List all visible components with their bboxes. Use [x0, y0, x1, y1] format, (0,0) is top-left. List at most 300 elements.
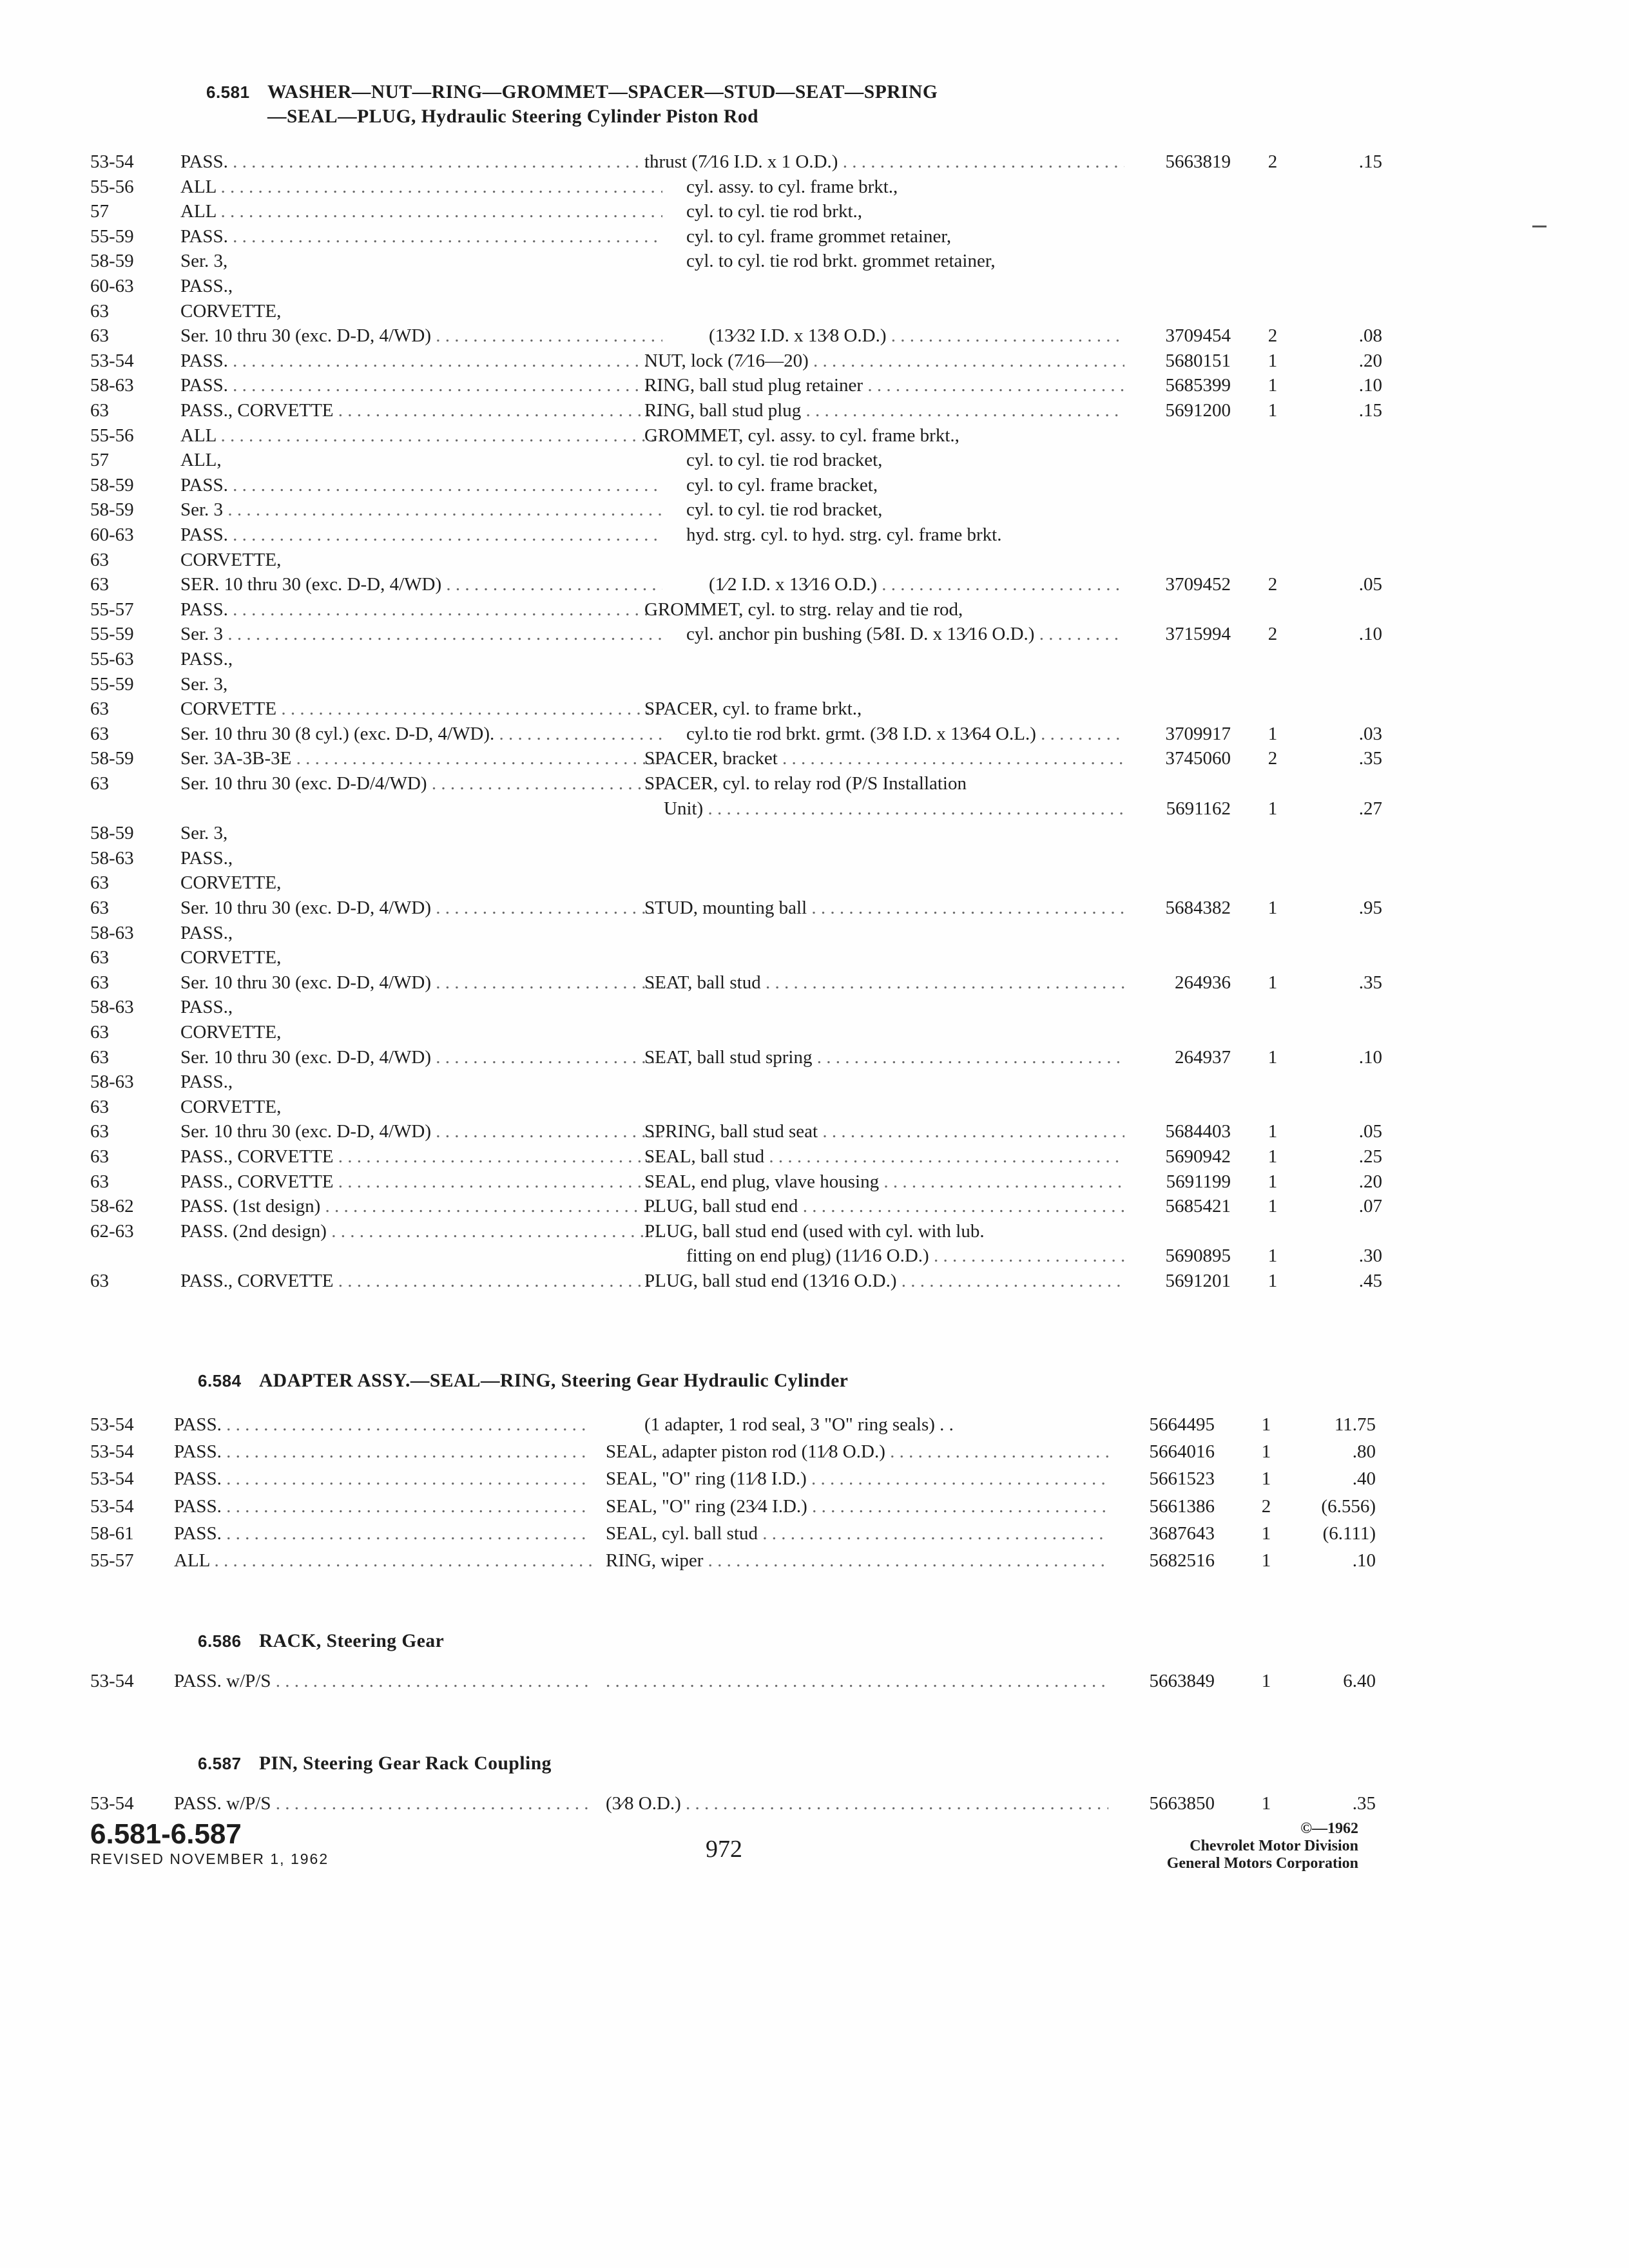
description-cell: fitting on end plug) (11⁄16 O.D.) . . . — [686, 1244, 1124, 1268]
description-cell: SEAL, ball stud . . . — [644, 1144, 1124, 1169]
year-cell: 63 — [90, 723, 109, 744]
year-cell: 63 — [90, 400, 109, 421]
model-cell: Ser. 10 thru 30 (exc. D-D, 4/WD) . . . — [180, 896, 662, 920]
section-number: 6.581 — [206, 82, 250, 102]
model-cell: Ser. 3A-3B-3E . . . — [180, 746, 662, 771]
year-cell: 63 — [90, 1121, 109, 1142]
description-cell: RING, ball stud plug . . . — [644, 398, 1124, 423]
description-cell: NUT, lock (7⁄16—20) . . . — [644, 349, 1124, 373]
description-cell: SPACER, cyl. to relay rod (P/S Installation — [644, 773, 967, 794]
year-cell: 63 — [90, 300, 109, 322]
table-row — [90, 697, 1411, 721]
price-cell: .40 — [1352, 1468, 1376, 1490]
model-cell: PASS. . . . — [180, 523, 662, 547]
price-cell: .10 — [1358, 1046, 1382, 1068]
year-cell: 58-63 — [90, 375, 134, 396]
description-cell: SEAL, end plug, vlave housing . . . — [644, 1169, 1124, 1194]
table-row — [90, 1219, 1411, 1244]
table-row — [90, 1194, 1411, 1218]
model-cell: Ser. 10 thru 30 (exc. D-D, 4/WD) . . . — [180, 323, 662, 348]
section-title-line1: WASHER—NUT—RING—GROMMET—SPACER—STUD—SEAT—SPRING — [267, 82, 938, 102]
quantity-cell: 1 — [1261, 1414, 1271, 1435]
quantity-cell: 1 — [1261, 1793, 1271, 1814]
model-cell: PASS. (2nd design) . . . — [180, 1219, 662, 1244]
part-number-cell: 5663819 — [1165, 151, 1231, 172]
section-number: 6.584 — [198, 1371, 242, 1390]
price-cell: .95 — [1358, 898, 1382, 918]
section-title-line1: RACK, Steering Gear — [259, 1631, 445, 1651]
price-cell: 6.40 — [1343, 1671, 1376, 1691]
price-cell: .35 — [1358, 748, 1382, 769]
year-cell: 63 — [90, 549, 109, 570]
quantity-cell: 1 — [1268, 1146, 1278, 1167]
part-number-cell: 5691200 — [1165, 400, 1231, 421]
model-cell: ALL . . . — [180, 423, 662, 448]
part-number-cell: 5691199 — [1166, 1171, 1231, 1192]
model-cell: SER. 10 thru 30 (exc. D-D, 4/WD) . . . — [180, 572, 662, 597]
table-row — [90, 199, 1411, 224]
description-cell: cyl. to cyl. tie rod brkt. grommet retainer, — [686, 251, 996, 272]
year-cell: 57 — [90, 450, 109, 471]
copyright: ©—1962 — [1300, 1820, 1358, 1837]
part-number-cell: 5682516 — [1149, 1550, 1215, 1571]
table-row — [90, 1521, 1411, 1546]
model-cell: PASS. (1st design) . . . — [180, 1194, 662, 1218]
year-cell: 63 — [90, 1271, 109, 1291]
table-row — [90, 1095, 1411, 1119]
table-row — [90, 349, 1411, 373]
part-number-cell: 5661523 — [1149, 1468, 1215, 1490]
quantity-cell: 1 — [1268, 972, 1278, 993]
table-row — [90, 249, 1411, 273]
page-number: 972 — [706, 1836, 742, 1863]
part-number-cell: 5661386 — [1149, 1495, 1215, 1517]
section-title-line2: —SEAL—PLUG, Hydraulic Steering Cylinder Piston Rod — [267, 106, 759, 127]
year-cell: 55-57 — [90, 1550, 134, 1571]
section-number: 6.586 — [198, 1631, 242, 1651]
description-cell: PLUG, ball stud end (used with cyl. with lub. — [644, 1220, 985, 1242]
table-row — [90, 647, 1411, 671]
year-cell: 55-57 — [90, 599, 134, 620]
model-cell: Ser. 10 thru 30 (8 cyl.) (exc. D-D, 4/WD). . . . — [180, 722, 662, 746]
quantity-cell: 1 — [1268, 798, 1278, 819]
year-cell: 55-56 — [90, 425, 134, 446]
model-cell: CORVETTE, — [180, 300, 282, 322]
year-cell: 58-59 — [90, 499, 134, 521]
section-number: 6.587 — [198, 1754, 242, 1773]
table-row — [90, 896, 1411, 920]
quantity-cell: 1 — [1268, 1196, 1278, 1217]
table-row — [90, 1439, 1411, 1464]
price-cell: .10 — [1358, 624, 1382, 645]
quantity-cell: 1 — [1261, 1441, 1271, 1463]
table-row — [90, 870, 1411, 895]
table-row — [90, 1466, 1411, 1491]
year-cell: 53-54 — [90, 1793, 134, 1814]
model-cell: PASS., CORVETTE . . . — [180, 1144, 662, 1169]
table-row — [90, 1269, 1411, 1293]
part-number-cell: 3709452 — [1165, 574, 1231, 595]
model-cell: PASS., — [180, 1072, 233, 1093]
table-row — [90, 373, 1411, 398]
quantity-cell: 2 — [1261, 1495, 1271, 1517]
year-cell: 57 — [90, 201, 109, 222]
price-cell: .80 — [1352, 1441, 1376, 1463]
part-number-cell: 3709917 — [1165, 723, 1231, 744]
model-cell: PASS., — [180, 649, 233, 669]
year-cell: 63 — [90, 872, 109, 894]
year-cell: 55-56 — [90, 176, 134, 197]
table-row — [90, 945, 1411, 970]
model-cell: PASS., CORVETTE . . . — [180, 1169, 662, 1194]
model-cell: PASS., — [180, 276, 233, 296]
table-row — [90, 771, 1411, 796]
year-cell: 53-54 — [90, 1414, 134, 1435]
quantity-cell: 1 — [1268, 1171, 1278, 1192]
year-cell: 63 — [90, 898, 109, 918]
price-cell: .35 — [1358, 972, 1382, 993]
table-row — [90, 597, 1411, 622]
description-cell: SEAL, "O" ring (11⁄8 I.D.) . . . — [606, 1466, 1108, 1491]
model-cell: PASS., CORVETTE . . . — [180, 1269, 662, 1293]
table-row — [90, 175, 1411, 199]
table-row — [90, 796, 1411, 821]
model-cell: Ser. 3 . . . — [180, 497, 662, 522]
price-cell: (6.111) — [1322, 1523, 1376, 1544]
section-heading-6584 — [198, 1369, 848, 1393]
model-cell: Ser. 3, — [180, 673, 228, 695]
quantity-cell: 1 — [1261, 1523, 1271, 1544]
division-name: Chevrolet Motor Division — [1190, 1838, 1358, 1854]
model-cell: Ser. 10 thru 30 (exc. D-D, 4/WD) . . . — [180, 970, 662, 995]
part-number-cell: 3709454 — [1165, 325, 1231, 347]
description-cell: (13⁄32 I.D. x 13⁄8 O.D.) . . . — [709, 323, 1124, 348]
model-cell: PASS. . . . — [174, 1439, 592, 1464]
table-row — [90, 1169, 1411, 1194]
part-number-cell: 5690942 — [1165, 1146, 1231, 1167]
year-cell: 53-54 — [90, 151, 134, 172]
price-cell: .10 — [1358, 375, 1382, 396]
table-row — [90, 572, 1411, 597]
table-row — [90, 1669, 1411, 1693]
quantity-cell: 1 — [1268, 1046, 1278, 1068]
part-number-cell: 5664016 — [1149, 1441, 1215, 1463]
part-number-cell: 5690895 — [1165, 1245, 1231, 1267]
table-row — [90, 1494, 1411, 1519]
part-number-cell: 5691201 — [1165, 1271, 1231, 1291]
model-cell: PASS. . . . — [180, 473, 662, 497]
description-cell: PLUG, ball stud end (13⁄16 O.D.) . . . — [644, 1269, 1124, 1293]
description-cell: RING, ball stud plug retainer . . . — [644, 373, 1124, 398]
model-cell: PASS. . . . — [174, 1521, 592, 1546]
table-row — [90, 1244, 1411, 1268]
year-cell: 63 — [90, 947, 109, 968]
price-cell: .20 — [1358, 1171, 1382, 1192]
description-cell: GROMMET, cyl. assy. to cyl. frame brkt., — [644, 425, 959, 446]
table-row — [90, 523, 1411, 547]
year-cell: 63 — [90, 1046, 109, 1068]
year-cell: 58-62 — [90, 1196, 134, 1217]
model-cell: CORVETTE, — [180, 1096, 282, 1117]
model-cell: Ser. 10 thru 30 (exc. D-D, 4/WD) . . . — [180, 1045, 662, 1070]
model-cell: PASS. . . . — [180, 373, 662, 398]
year-cell: 58-59 — [90, 474, 134, 495]
model-cell: PASS., — [180, 922, 233, 943]
description-cell: SEAL, cyl. ball stud . . . — [606, 1521, 1108, 1546]
model-cell: Ser. 3, — [180, 251, 228, 272]
model-cell: ALL . . . — [180, 199, 662, 224]
quantity-cell: 2 — [1268, 151, 1278, 172]
table-row — [90, 622, 1411, 646]
part-number-cell: 3687643 — [1149, 1523, 1215, 1544]
table-row — [90, 299, 1411, 323]
table-row — [90, 323, 1411, 348]
table-row — [90, 398, 1411, 423]
description-cell: (3⁄8 O.D.) . . . — [606, 1791, 1108, 1816]
section-heading-6581 — [206, 80, 938, 104]
model-cell: PASS. . . . — [180, 149, 662, 174]
year-cell: 53-54 — [90, 1671, 134, 1691]
table-row — [90, 1045, 1411, 1070]
section-heading-6581-cont — [267, 104, 758, 129]
description-cell: STUD, mounting ball . . . — [644, 896, 1124, 920]
description-cell: cyl. anchor pin bushing (5⁄8I. D. x 13⁄16 O.D.) . . . — [686, 622, 1124, 646]
year-cell: 63 — [90, 773, 109, 794]
part-number-cell: 264936 — [1175, 972, 1231, 993]
model-cell: CORVETTE, — [180, 947, 282, 968]
year-cell: 58-59 — [90, 748, 134, 769]
table-row — [90, 1791, 1411, 1816]
model-cell: Ser. 10 thru 30 (exc. D-D/4/WD) . . . — [180, 771, 662, 796]
table-row — [90, 1119, 1411, 1144]
description-cell: hyd. strg. cyl. to hyd. strg. cyl. frame brkt. — [686, 524, 1002, 545]
quantity-cell: 2 — [1268, 574, 1278, 595]
model-cell: ALL . . . — [174, 1548, 592, 1573]
year-cell: 55-59 — [90, 226, 134, 247]
description-cell: SPACER, bracket . . . — [644, 746, 1124, 771]
model-cell: PASS. . . . — [174, 1494, 592, 1519]
year-cell: 55-59 — [90, 624, 134, 645]
model-cell: CORVETTE . . . — [180, 697, 662, 721]
price-cell: .07 — [1358, 1196, 1382, 1217]
year-cell: 62-63 — [90, 1220, 134, 1242]
footer-section-range: 6.581-6.587 — [90, 1818, 242, 1850]
part-number-cell: 264937 — [1175, 1046, 1231, 1068]
price-cell: .45 — [1358, 1271, 1382, 1291]
quantity-cell: 1 — [1268, 898, 1278, 918]
price-cell: 11.75 — [1334, 1414, 1376, 1435]
footer-revised-date: REVISED NOVEMBER 1, 1962 — [90, 1850, 329, 1867]
year-cell: 63 — [90, 1096, 109, 1117]
price-cell: .03 — [1358, 723, 1382, 744]
description-cell: cyl. to cyl. frame grommet retainer, — [686, 226, 952, 247]
price-cell: (6.556) — [1321, 1495, 1376, 1517]
part-number-cell: 5680151 — [1165, 350, 1231, 371]
description-cell: GROMMET, cyl. to strg. relay and tie rod, — [644, 599, 963, 620]
section-heading-6586 — [198, 1629, 444, 1653]
price-cell: .20 — [1358, 350, 1382, 371]
price-cell: .27 — [1358, 798, 1382, 819]
price-cell: .10 — [1352, 1550, 1376, 1571]
description-cell: cyl.to tie rod brkt. grmt. (3⁄8 I.D. x 13⁄64 O.L.) . . . — [686, 722, 1124, 746]
part-number-cell: 3745060 — [1165, 748, 1231, 769]
table-row — [90, 1144, 1411, 1169]
year-cell: 63 — [90, 574, 109, 595]
description-cell: Unit) . . . — [664, 796, 1124, 821]
description-cell: (1 adapter, 1 rod seal, 3 "O" ring seals) . . — [644, 1414, 954, 1435]
year-cell: 58-63 — [90, 997, 134, 1018]
model-cell: ALL . . . — [180, 175, 662, 199]
quantity-cell: 2 — [1268, 748, 1278, 769]
part-number-cell: 5691162 — [1166, 798, 1231, 819]
description-cell: cyl. to cyl. frame bracket, — [686, 474, 878, 495]
year-cell: 55-63 — [90, 649, 134, 669]
table-row — [90, 1020, 1411, 1044]
description-cell: SEAT, ball stud . . . — [644, 970, 1124, 995]
year-cell: 63 — [90, 1146, 109, 1167]
part-number-cell: 5663850 — [1149, 1793, 1215, 1814]
price-cell: .35 — [1352, 1793, 1376, 1814]
model-cell: PASS. w/P/S . . . — [174, 1669, 592, 1693]
description-cell: (1⁄2 I.D. x 13⁄16 O.D.) . . . — [709, 572, 1124, 597]
quantity-cell: 1 — [1261, 1671, 1271, 1691]
year-cell: 58-61 — [90, 1523, 134, 1544]
model-cell: PASS. . . . — [180, 597, 662, 622]
description-cell: PLUG, ball stud end . . . — [644, 1194, 1124, 1218]
model-cell: PASS. . . . — [180, 349, 662, 373]
description-cell: cyl. to cyl. tie rod brkt., — [686, 201, 863, 222]
price-cell: .30 — [1358, 1245, 1382, 1267]
year-cell: 53-54 — [90, 1468, 134, 1490]
price-cell: .08 — [1358, 325, 1382, 347]
table-row — [90, 149, 1411, 174]
part-number-cell: 5664495 — [1149, 1414, 1215, 1435]
description-cell: cyl. to cyl. tie rod bracket, — [686, 499, 883, 521]
table-row — [90, 746, 1411, 771]
year-cell: 58-63 — [90, 922, 134, 943]
year-cell: 53-54 — [90, 1441, 134, 1463]
model-cell: PASS. w/P/S . . . — [174, 1791, 592, 1816]
table-row — [90, 448, 1411, 472]
table-row — [90, 846, 1411, 870]
description-cell: SPRING, ball stud seat . . . — [644, 1119, 1124, 1144]
year-cell: 55-59 — [90, 673, 134, 695]
part-number-cell: 5685399 — [1165, 375, 1231, 396]
model-cell: Ser. 3 . . . — [180, 622, 662, 646]
model-cell: PASS., CORVETTE . . . — [180, 398, 662, 423]
year-cell: 63 — [90, 698, 109, 720]
part-number-cell: 5663849 — [1149, 1671, 1215, 1691]
quantity-cell: 1 — [1261, 1550, 1271, 1571]
year-cell: 58-63 — [90, 847, 134, 869]
part-number-cell: 3715994 — [1165, 624, 1231, 645]
quantity-cell: 2 — [1268, 624, 1278, 645]
description-cell: RING, wiper . . . — [606, 1548, 1108, 1573]
description-cell: SEAL, adapter piston rod (11⁄8 O.D.) . . . — [606, 1439, 1108, 1464]
description-cell: thrust (7⁄16 I.D. x 1 O.D.) . . . — [644, 149, 1124, 174]
quantity-cell: 1 — [1268, 350, 1278, 371]
table-row — [90, 548, 1411, 572]
price-cell: .15 — [1358, 151, 1382, 172]
scan-mark — [1532, 226, 1547, 227]
model-cell: CORVETTE, — [180, 1022, 282, 1043]
footer-publisher — [1167, 1820, 1358, 1872]
table-row — [90, 1070, 1411, 1094]
year-cell: 58-59 — [90, 823, 134, 844]
quantity-cell: 1 — [1261, 1468, 1271, 1490]
year-cell: 53-54 — [90, 1495, 134, 1517]
model-cell: Ser. 3, — [180, 823, 228, 844]
description-cell: SPACER, cyl. to frame brkt., — [644, 698, 862, 720]
part-number-cell: 5685421 — [1165, 1196, 1231, 1217]
year-cell: 63 — [90, 1171, 109, 1192]
year-cell: 63 — [90, 1022, 109, 1043]
table-row — [90, 722, 1411, 746]
table-row — [90, 497, 1411, 522]
year-cell: 60-63 — [90, 276, 134, 296]
quantity-cell: 1 — [1268, 1245, 1278, 1267]
section-title-line1: ADAPTER ASSY.—SEAL—RING, Steering Gear Hydraulic Cylinder — [259, 1370, 849, 1391]
quantity-cell: 1 — [1268, 375, 1278, 396]
description-cell: cyl. assy. to cyl. frame brkt., — [686, 176, 898, 197]
price-cell: .05 — [1358, 1121, 1382, 1142]
quantity-cell: 1 — [1268, 1121, 1278, 1142]
model-cell: CORVETTE, — [180, 549, 282, 570]
year-cell: 63 — [90, 325, 109, 347]
model-cell: Ser. 10 thru 30 (exc. D-D, 4/WD) . . . — [180, 1119, 662, 1144]
section-title-line1: PIN, Steering Gear Rack Coupling — [259, 1753, 552, 1774]
model-cell: PASS. . . . — [174, 1412, 592, 1437]
table-row — [90, 1412, 1411, 1437]
table-row — [90, 921, 1411, 945]
year-cell: 60-63 — [90, 524, 134, 545]
year-cell: 58-63 — [90, 1072, 134, 1093]
price-cell: .15 — [1358, 400, 1382, 421]
table-row — [90, 224, 1411, 249]
corporation-name: General Motors Corporation — [1166, 1855, 1358, 1872]
table-row — [90, 995, 1411, 1019]
quantity-cell: 1 — [1268, 1271, 1278, 1291]
description-cell: SEAL, "O" ring (23⁄4 I.D.) . . . — [606, 1494, 1108, 1519]
model-cell: CORVETTE, — [180, 872, 282, 894]
table-row — [90, 1548, 1411, 1573]
quantity-cell: 2 — [1268, 325, 1278, 347]
table-row — [90, 274, 1411, 298]
year-cell: 58-59 — [90, 251, 134, 272]
price-cell: .05 — [1358, 574, 1382, 595]
description-cell — [606, 1669, 1108, 1693]
year-cell: 53-54 — [90, 350, 134, 371]
model-cell: PASS. . . . — [180, 224, 662, 249]
part-number-cell: 5684382 — [1165, 898, 1231, 918]
year-cell: 63 — [90, 972, 109, 993]
model-cell: ALL, — [180, 450, 222, 471]
model-cell: PASS. . . . — [174, 1466, 592, 1491]
table-row — [90, 672, 1411, 697]
quantity-cell: 1 — [1268, 400, 1278, 421]
model-cell: PASS., — [180, 997, 233, 1018]
description-cell: cyl. to cyl. tie rod bracket, — [686, 450, 883, 471]
section-heading-6587 — [198, 1751, 552, 1776]
table-row — [90, 821, 1411, 845]
table-row — [90, 423, 1411, 448]
table-row — [90, 970, 1411, 995]
description-cell: SEAT, ball stud spring . . . — [644, 1045, 1124, 1070]
part-number-cell: 5684403 — [1165, 1121, 1231, 1142]
quantity-cell: 1 — [1268, 723, 1278, 744]
table-row — [90, 473, 1411, 497]
price-cell: .25 — [1358, 1146, 1382, 1167]
